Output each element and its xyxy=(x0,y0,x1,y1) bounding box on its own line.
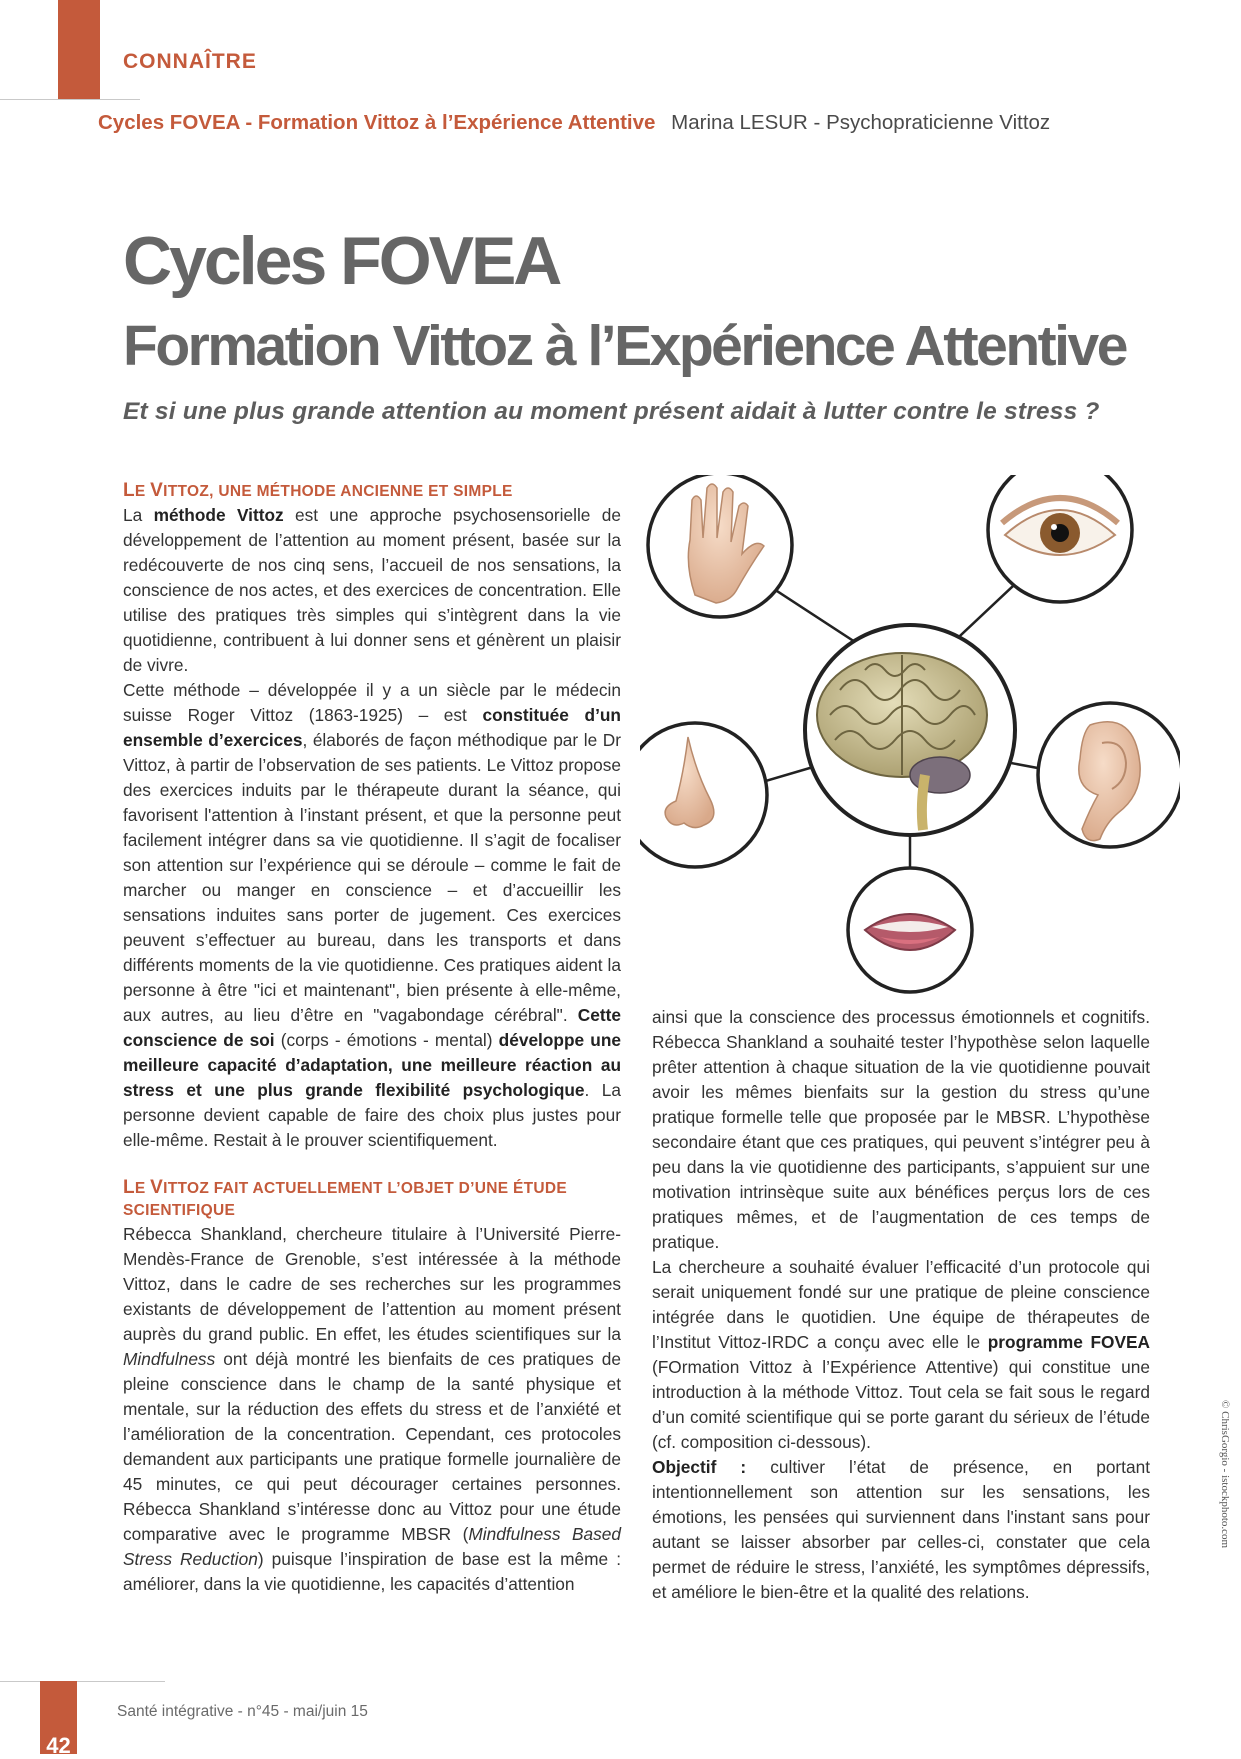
section-label: CONNAÎTRE xyxy=(123,50,257,73)
nose-icon xyxy=(640,723,767,867)
right-column xyxy=(652,1005,1150,1605)
article-title: Cycles FOVEA xyxy=(123,223,560,299)
paragraph: Cette méthode – développée il y a un siècle par le médecin suisse Roger Vittoz (1863-1925) – est constituée d’un ensemble d’exercices, élaborés de façon méthodique par le Dr Vittoz, à partir de l’observation de ses patients. Le Vittoz propose des exercices induits par le thérapeute durant la séance, qui favorisent l'attention à l’instant présent, et que la personne peut facilement intégrer dans sa vie quotidienne. Il s’agit de focaliser son attention sur l’expérience qui se déroule – comme le fait de marcher ou manger en conscience – et d’accueillir les sensations induites sans porter de jugement. Ces exercices peuvent s’effectuer au bureau, dans les transports et dans différents moments de la vie quotidienne. Ces pratiques aident la personne à être "ici et maintenant", bien présente à elle-même, aux autres, au lieu d’être en "vagabondage cérébral". Cette conscience de soi (corps - émotions - mental) développe une meilleure capacité d’adaptation, une meilleure réaction au stress et une plus grande flexibilité psychologique. La personne devient capable de faire des choix plus justes pour elle-même. Restait à le prouver scientifiquement. xyxy=(123,680,622,1150)
photo-credit: © ChrisGorgio - istockphoto.com xyxy=(1219,1400,1231,1549)
section-heading-1: LE VITTOZ, UNE MÉTHODE ANCIENNE ET SIMPLE xyxy=(123,480,513,501)
article-subtitle: Formation Vittoz à l’Expérience Attentive xyxy=(123,314,1126,378)
publication-info: Santé intégrative - n°45 - mai/juin 15 xyxy=(117,1703,368,1720)
hand-icon xyxy=(648,475,792,617)
top-accent-bar xyxy=(58,0,100,100)
footer-divider xyxy=(0,1681,165,1682)
ear-icon xyxy=(1038,703,1180,847)
brain-icon xyxy=(805,625,1015,835)
page-number: 42 xyxy=(46,1733,71,1758)
paragraph: Rébecca Shankland, chercheure titulaire à l’Université Pierre-Mendès-France de Grenoble, s’est intéressée à la méthode Vittoz, dans le cadre de ses recherches sur les programmes existants de développement de l’attention au moment présent auprès du grand public. En effet, les études scientifiques sur la Mindfulness ont déjà montré les bienfaits de ces pratiques de pleine conscience dans le champ de la santé physique et mentale, sur la réduction des effets du stress et de l’anxiété et l’amélioration de la concentration. Cependant, ces protocoles demandent aux participants une pratique formelle journalière de 45 minutes, ce qui peut décourager certaines personnes. Rébecca Shankland s’intéresse donc au Vittoz pour une étude comparative avec le programme MBSR (Mindfulness Based Stress Reduction) puisque l’inspiration de base est la même : améliorer, dans la vie quotidienne, les capacités d’attention xyxy=(123,1224,621,1594)
paragraph: Objectif : cultiver l’état de présence, en portant intentionnellement son attention sur les sensations, les émotions, les pensées qui surviennent dans l'instant sans pour autant se laisser absorber par celles-ci, constater que cela permet de réduire le stress, l’anxiété, les symptômes dépressifs, et améliore le bien-être et la qualité des relations. xyxy=(652,1457,1151,1602)
mouth-icon xyxy=(848,868,972,992)
eye-icon xyxy=(988,475,1132,602)
running-author: Marina LESUR - Psychopraticienne Vittoz xyxy=(671,111,1051,134)
paragraph: ainsi que la conscience des processus émotionnels et cognitifs. Rébecca Shankland a souhaité tester l’hypothèse selon laquelle prêter attention à chaque situation de la vie quotidienne pouvait avoir les mêmes bienfaits sur la gestion du stress qu’une pratique formelle telle que proposée par le MBSR. L’hypothèse secondaire étant que ces pratiques, qui peuvent s’intégrer peu à peu dans la vie quotidienne des participants, s’appuient sur une motivation intrinsèque suite aux bénéfices perçus lors de ces pratiques mêmes, et de l’augmentation de ces temps de pratique. xyxy=(652,1007,1150,1252)
top-divider xyxy=(0,99,140,100)
paragraph: La méthode Vittoz est une approche psychosensorielle de développement de l’attention au moment présent, basée sur la redécouverte de nos cinq sens, l’accueil de nos sensations, la conscience de nos actes, et des exercices de concentration. Elle utilise des pratiques très simples qui s’intègrent dans la vie quotidienne, contribuent à lui donner sens et génèrent un plaisir de vivre. xyxy=(123,505,621,675)
running-title: Cycles FOVEA - Formation Vittoz à l’Expérience Attentive xyxy=(98,111,656,134)
running-head xyxy=(98,111,1050,135)
article-lede: Et si une plus grande attention au moment présent aidait à lutter contre le stress ? xyxy=(123,398,1100,425)
five-senses-illustration xyxy=(640,475,1180,995)
left-column xyxy=(123,480,621,1597)
paragraph: La chercheure a souhaité évaluer l’efficacité d’un protocole qui serait uniquement fondé sur une pratique de pleine conscience intégrée dans le quotidien. Une équipe de thérapeutes de l’Institut Vittoz-IRDC a conçu avec elle le programme FOVEA (FOrmation Vittoz à l’Expérience Attentive) qui constitue une introduction à la méthode Vittoz. Tout cela se fait sous le regard d’un comité scientifique qui se porte garant du sérieux de l’étude (cf. composition ci-dessous). xyxy=(652,1257,1151,1452)
section-heading-2: LE VITTOZ FAIT ACTUELLEMENT L’OBJET D’UNE ÉTUDE SCIENTIFIQUE xyxy=(123,1177,567,1219)
